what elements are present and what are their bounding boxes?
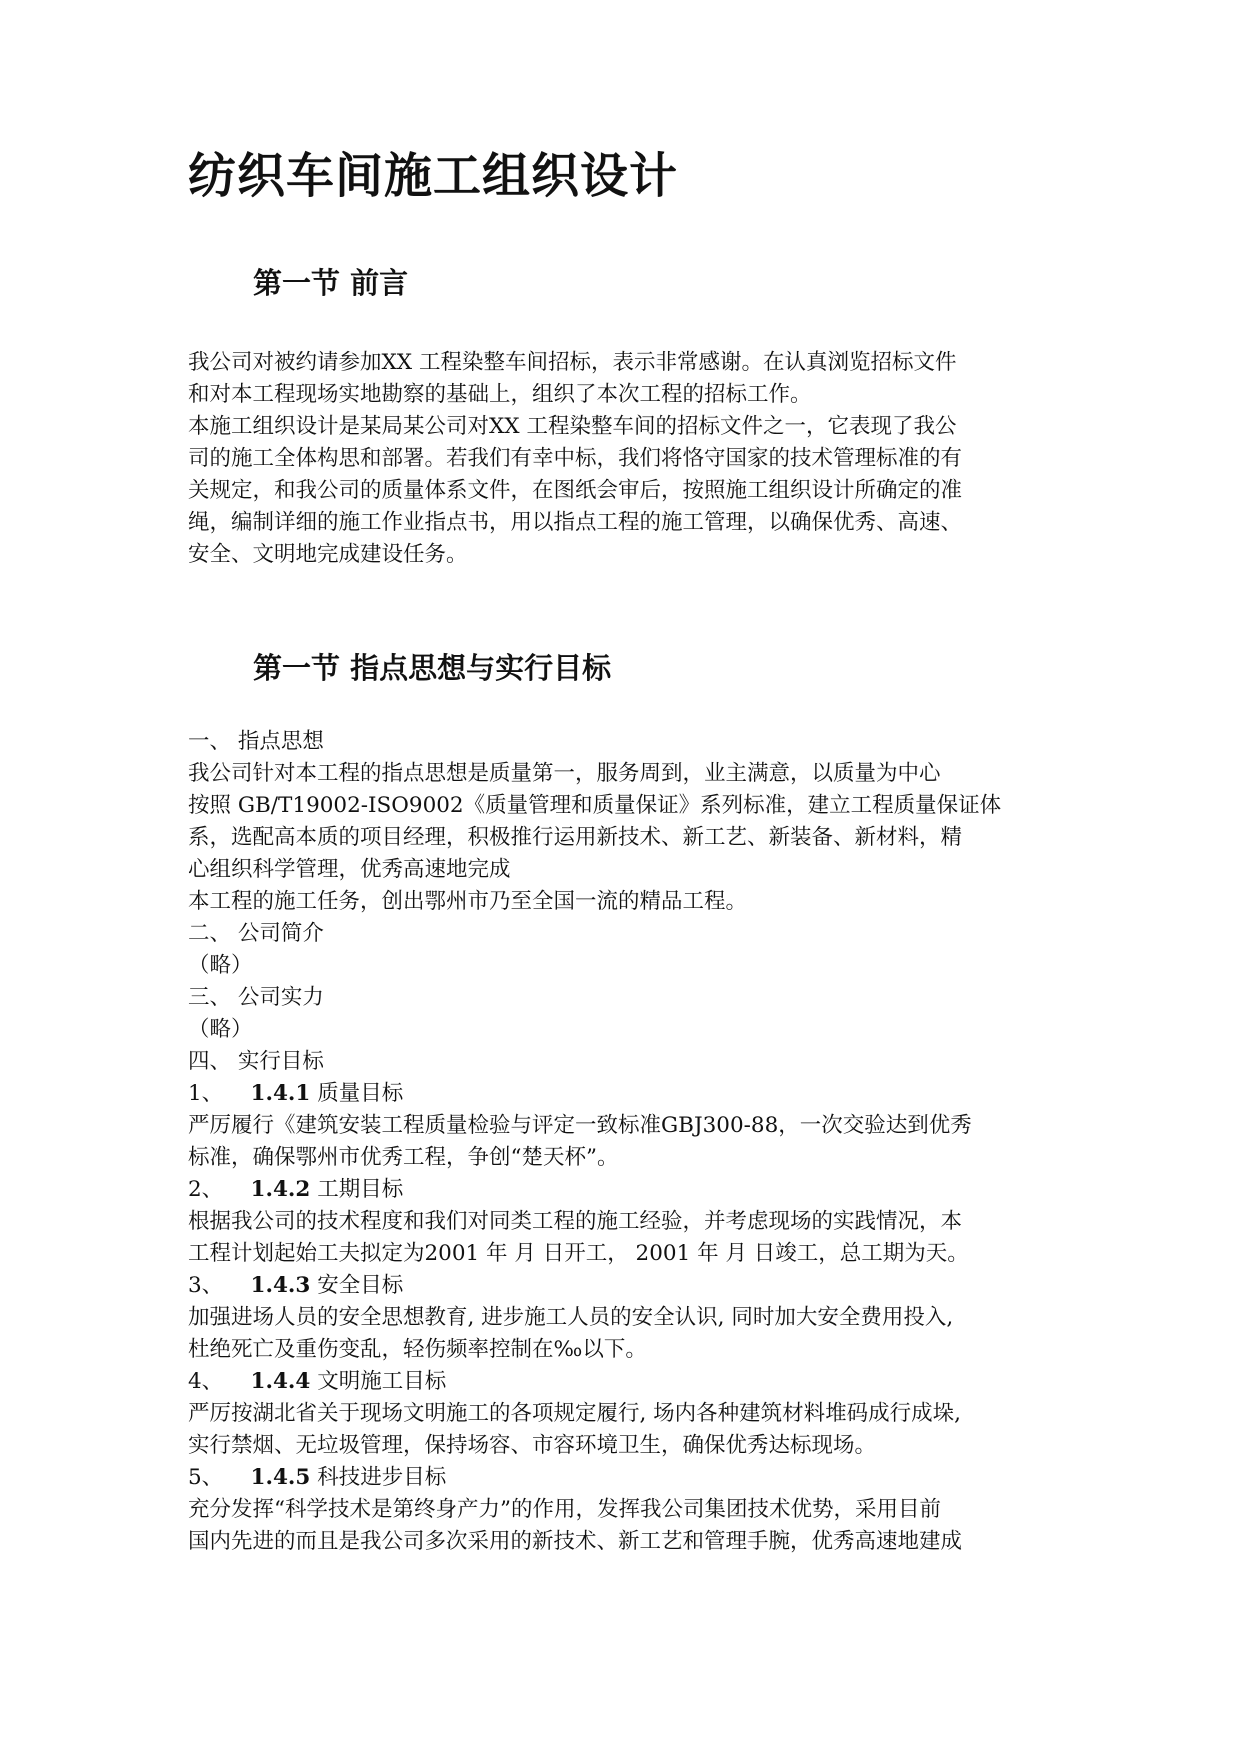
goal-number: 1.4.1	[250, 1081, 311, 1106]
paragraph-line: 根据我公司的技术程度和我们对同类工程的施工经验，并考虑现场的实践情况，本	[188, 1209, 963, 1234]
goal-heading-technology	[188, 1463, 446, 1493]
paragraph-line: 严厉按湖北省关于现场文明施工的各项规定履行, 场内各种建筑材料堆码成行成垛,	[188, 1401, 962, 1426]
paragraph-line: （略）	[188, 1017, 253, 1042]
paragraph-line: 充分发挥“科学技术是第终身产力”的作用，发挥我公司集团技术优势，采用目前	[188, 1497, 941, 1522]
list-heading: 二、 公司简介	[188, 921, 324, 946]
section-heading-preface: 第一节 前言	[253, 266, 409, 300]
goal-number: 1.4.3	[250, 1273, 311, 1298]
paragraph-line: 实行禁烟、无垃圾管理，保持场容、市容环境卫生，确保优秀达标现场。	[188, 1433, 877, 1458]
goal-number: 1.4.4	[250, 1369, 311, 1394]
section-heading-guiding: 第一节 指点思想与实行目标	[253, 651, 612, 685]
paragraph-line: 本施工组织设计是某局某公司对XX 工程染整车间的招标文件之一，它表现了我公	[188, 414, 957, 439]
paragraph-line: 工程计划起始工夫拟定为2001 年 月 日开工， 2001 年 月 日竣工，总工期为天。	[188, 1241, 969, 1266]
goal-label: 工期目标	[317, 1177, 404, 1202]
goal-heading-quality	[188, 1079, 403, 1109]
paragraph-line: 我公司针对本工程的指点思想是质量第一，服务周到，业主满意，以质量为中心	[188, 761, 941, 786]
goal-heading-schedule	[188, 1175, 403, 1205]
goal-prefix: 1、	[188, 1081, 224, 1106]
goal-prefix: 5、	[188, 1465, 224, 1490]
paragraph-line: 国内先进的而且是我公司多次采用的新技术、新工艺和管理手腕，优秀高速地建成	[188, 1529, 963, 1554]
paragraph-line: 系，选配高本质的项目经理，积极推行运用新技术、新工艺、新装备、新材料，精	[188, 825, 963, 850]
list-heading: 四、 实行目标	[188, 1049, 324, 1074]
paragraph-line: 绳，编制详细的施工作业指点书，用以指点工程的施工管理，以确保优秀、高速、	[188, 510, 963, 535]
paragraph-line: 和对本工程现场实地勘察的基础上，组织了本次工程的招标工作。	[188, 382, 812, 407]
goal-label: 科技进步目标	[317, 1465, 447, 1490]
goal-label: 文明施工目标	[317, 1369, 447, 1394]
paragraph-line: 心组织科学管理，优秀高速地完成	[188, 857, 511, 882]
goal-prefix: 3、	[188, 1273, 224, 1298]
goal-prefix: 4、	[188, 1369, 224, 1394]
goal-number: 1.4.2	[250, 1177, 311, 1202]
paragraph-line: 安全、文明地完成建设任务。	[188, 542, 468, 567]
goal-heading-civilized	[188, 1367, 446, 1397]
paragraph-line: 我公司对被约请参加XX 工程染整车间招标，表示非常感谢。在认真浏览招标文件	[188, 350, 957, 375]
paragraph-line: 本工程的施工任务，创出鄂州市乃至全国一流的精品工程。	[188, 889, 748, 914]
goal-label: 安全目标	[317, 1273, 404, 1298]
document-title: 纺织车间施工组织设计	[188, 148, 679, 204]
goal-number: 1.4.5	[250, 1465, 311, 1490]
paragraph-line: 按照 GB/T19002-ISO9002《质量管理和质量保证》系列标准，建立工程质量保证体	[188, 793, 1002, 818]
paragraph-line: 司的施工全体构思和部署。若我们有幸中标，我们将恪守国家的技术管理标准的有	[188, 446, 963, 471]
list-heading: 三、 公司实力	[188, 985, 324, 1010]
goal-prefix: 2、	[188, 1177, 224, 1202]
paragraph-line: 严厉履行《建筑安装工程质量检验与评定一致标准GBJ300-88，一次交验达到优秀	[188, 1113, 972, 1138]
paragraph-line: 加强进场人员的安全思想教育, 进步施工人员的安全认识, 同时加大安全费用投入,	[188, 1305, 954, 1330]
goal-label: 质量目标	[317, 1081, 404, 1106]
paragraph-line: 标准，确保鄂州市优秀工程，争创“楚天杯”。	[188, 1145, 619, 1170]
paragraph-line: 杜绝死亡及重伤变乱，轻伤频率控制在‰以下。	[188, 1337, 647, 1362]
list-heading: 一、 指点思想	[188, 729, 324, 754]
paragraph-line: （略）	[188, 953, 253, 978]
paragraph-line: 关规定，和我公司的质量体系文件，在图纸会审后，按照施工组织设计所确定的准	[188, 478, 963, 503]
goal-heading-safety	[188, 1271, 403, 1301]
